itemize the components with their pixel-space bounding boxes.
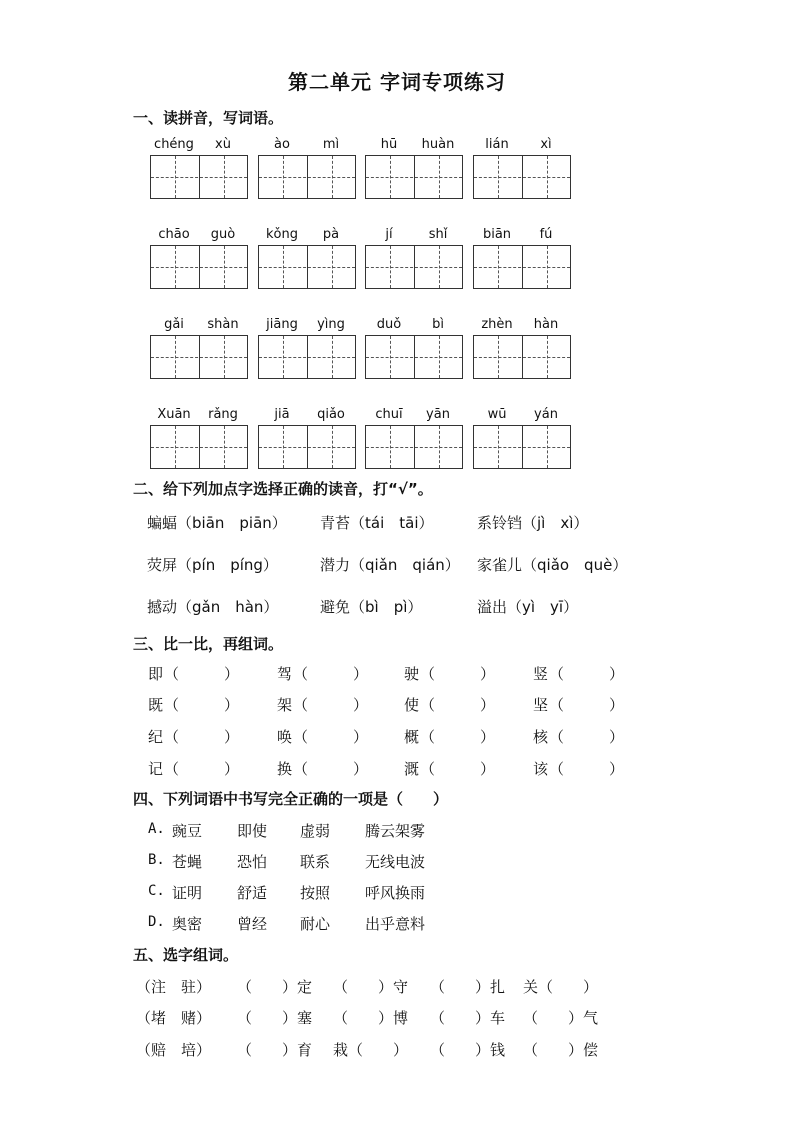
pinyin-label: xù xyxy=(215,137,231,152)
grid-line xyxy=(151,447,247,448)
pinyin-label: duǒ xyxy=(376,317,402,332)
compare-char: 坚 xyxy=(533,696,549,714)
answer-blank[interactable]: （ ） xyxy=(164,665,240,683)
grid-line xyxy=(498,426,499,468)
answer-blank[interactable]: （ ） xyxy=(164,696,240,714)
writing-box[interactable] xyxy=(365,425,463,469)
pronunciation-item[interactable]: 避免（bì pì） xyxy=(320,598,423,616)
grid-line xyxy=(547,426,548,468)
word-blank[interactable]: 关（ ） xyxy=(523,978,599,996)
option-word: 舒适 xyxy=(237,884,268,902)
grid-line xyxy=(332,156,333,198)
pronunciation-item[interactable]: 系铃铛（jì xì） xyxy=(477,514,589,532)
grid-line xyxy=(332,426,333,468)
word-blank[interactable]: （ ）育 xyxy=(237,1041,313,1059)
option-letter[interactable]: B. xyxy=(148,852,165,868)
grid-line xyxy=(151,177,247,178)
grid-line xyxy=(498,246,499,288)
option-letter[interactable]: A. xyxy=(148,821,165,837)
grid-line xyxy=(390,156,391,198)
pronunciation-item[interactable]: 荧屏（pín píng） xyxy=(147,556,278,574)
option-word: 曾经 xyxy=(237,915,268,933)
word-blank[interactable]: （ ）定 xyxy=(237,978,313,996)
answer-blank[interactable]: （ ） xyxy=(164,728,240,746)
pinyin-label: hàn xyxy=(533,317,559,332)
grid-line xyxy=(390,246,391,288)
pinyin-label: jí xyxy=(385,227,393,242)
answer-blank[interactable]: （ ） xyxy=(420,696,496,714)
option-word: 苍蝇 xyxy=(172,853,203,871)
compare-char: 纪 xyxy=(148,728,164,746)
pinyin-label: pà xyxy=(322,227,340,242)
compare-char: 竖 xyxy=(533,665,549,683)
grid-line xyxy=(439,156,440,198)
pinyin-label: shàn xyxy=(207,317,239,332)
grid-line xyxy=(224,156,225,198)
pinyin-label: rǎng xyxy=(208,407,238,422)
pinyin-label: bì xyxy=(432,317,444,332)
grid-line xyxy=(390,426,391,468)
grid-line xyxy=(366,267,462,268)
grid-line xyxy=(283,156,284,198)
answer-blank[interactable]: （ ） xyxy=(420,665,496,683)
option-letter[interactable]: C. xyxy=(148,883,165,899)
word-blank[interactable]: （ ）塞 xyxy=(237,1009,313,1027)
option-word: 奥密 xyxy=(172,915,203,933)
grid-line xyxy=(283,246,284,288)
grid-line xyxy=(283,336,284,378)
pinyin-label: qiǎo xyxy=(317,407,345,422)
option-word: 按照 xyxy=(300,884,331,902)
option-word: 豌豆 xyxy=(172,822,203,840)
pinyin-label: jiā xyxy=(274,407,290,422)
grid-line xyxy=(175,426,176,468)
pronunciation-item[interactable]: 溢出（yì yī） xyxy=(477,598,579,616)
pinyin-label: xì xyxy=(540,137,552,152)
pinyin-label: yān xyxy=(426,407,450,422)
section-4-heading: 四、下列词语中书写完全正确的一项是（ ） xyxy=(133,790,449,808)
grid-line xyxy=(366,177,462,178)
option-word: 腾云架雾 xyxy=(365,822,426,840)
grid-line xyxy=(439,246,440,288)
answer-blank[interactable]: （ ） xyxy=(549,728,625,746)
word-blank[interactable]: 栽（ ） xyxy=(333,1041,409,1059)
character-choices: （堵 赌） xyxy=(136,1009,212,1027)
pinyin-label: guò xyxy=(210,227,236,242)
word-blank[interactable]: （ ）扎 xyxy=(430,978,506,996)
writing-box[interactable] xyxy=(365,335,463,379)
pinyin-label: chuī xyxy=(375,407,403,422)
character-choices: （注 驻） xyxy=(136,978,212,996)
pronunciation-item[interactable]: 潜力（qiǎn qián） xyxy=(320,556,460,574)
compare-char: 既 xyxy=(148,696,164,714)
section-1-heading: 一、读拼音，写词语。 xyxy=(133,109,284,127)
grid-line xyxy=(224,246,225,288)
writing-box[interactable] xyxy=(473,155,571,199)
option-word: 耐心 xyxy=(300,915,331,933)
grid-line xyxy=(332,246,333,288)
pronunciation-item[interactable]: 撼动（gǎn hàn） xyxy=(147,598,279,616)
option-word: 即使 xyxy=(237,822,268,840)
grid-line xyxy=(474,177,570,178)
pinyin-label: shǐ xyxy=(428,227,448,242)
option-word: 无线电波 xyxy=(365,853,426,871)
compare-char: 架 xyxy=(277,696,293,714)
answer-blank[interactable]: （ ） xyxy=(420,728,496,746)
writing-box[interactable] xyxy=(150,335,248,379)
pinyin-label: zhèn xyxy=(481,317,513,332)
option-word: 证明 xyxy=(172,884,203,902)
word-blank[interactable]: （ ）守 xyxy=(333,978,409,996)
pinyin-label: gǎi xyxy=(164,317,184,332)
compare-char: 驾 xyxy=(277,665,293,683)
grid-line xyxy=(439,336,440,378)
pinyin-label: chéng xyxy=(154,137,194,152)
writing-box[interactable] xyxy=(258,425,356,469)
option-word: 虚弱 xyxy=(300,822,331,840)
grid-line xyxy=(259,447,355,448)
grid-line xyxy=(547,336,548,378)
option-letter[interactable]: D. xyxy=(148,914,165,930)
grid-line xyxy=(259,357,355,358)
page-title: 第二单元 字词专项练习 xyxy=(288,70,506,94)
compare-char: 驶 xyxy=(404,665,420,683)
grid-line xyxy=(175,336,176,378)
section-3-heading: 三、比一比，再组词。 xyxy=(133,635,284,653)
pronunciation-item[interactable]: 家雀儿（qiǎo què） xyxy=(477,556,628,574)
pinyin-label: Xuān xyxy=(157,407,191,422)
grid-line xyxy=(390,336,391,378)
option-word: 恐怕 xyxy=(237,853,268,871)
writing-box[interactable] xyxy=(258,245,356,289)
grid-line xyxy=(498,336,499,378)
pronunciation-item[interactable]: 青苔（tái tāi） xyxy=(320,514,434,532)
answer-blank[interactable]: （ ） xyxy=(549,696,625,714)
word-blank[interactable]: （ ）车 xyxy=(430,1009,506,1027)
section-5-heading: 五、选字组词。 xyxy=(133,946,239,964)
grid-line xyxy=(175,156,176,198)
answer-blank[interactable]: （ ） xyxy=(549,760,625,778)
answer-blank[interactable]: （ ） xyxy=(293,665,369,683)
grid-line xyxy=(474,267,570,268)
grid-line xyxy=(224,426,225,468)
answer-blank[interactable]: （ ） xyxy=(293,760,369,778)
grid-line xyxy=(439,426,440,468)
compare-char: 核 xyxy=(533,728,549,746)
grid-line xyxy=(259,177,355,178)
pinyin-label: chāo xyxy=(158,227,190,242)
section-2-heading: 二、给下列加点字选择正确的读音，打“√”。 xyxy=(133,480,433,498)
pinyin-label: wū xyxy=(487,407,507,422)
pronunciation-item[interactable]: 蝙蝠（biān piān） xyxy=(147,514,287,532)
pinyin-label: mì xyxy=(322,137,340,152)
writing-box[interactable] xyxy=(473,335,571,379)
pinyin-label: fú xyxy=(539,227,553,242)
grid-line xyxy=(151,267,247,268)
character-choices: （赔 培） xyxy=(136,1041,212,1059)
word-blank[interactable]: （ ）博 xyxy=(333,1009,409,1027)
pinyin-label: huàn xyxy=(421,137,455,152)
writing-box[interactable] xyxy=(150,245,248,289)
writing-box[interactable] xyxy=(258,335,356,379)
grid-line xyxy=(175,246,176,288)
word-blank[interactable]: （ ）气 xyxy=(523,1009,599,1027)
compare-char: 即 xyxy=(148,665,164,683)
writing-box[interactable] xyxy=(365,245,463,289)
compare-char: 概 xyxy=(404,728,420,746)
pinyin-label: hū xyxy=(380,137,398,152)
option-word: 呼风换雨 xyxy=(365,884,426,902)
grid-line xyxy=(474,357,570,358)
pinyin-label: kǒng xyxy=(266,227,298,242)
word-blank[interactable]: （ ）钱 xyxy=(430,1041,506,1059)
compare-char: 该 xyxy=(533,760,549,778)
writing-box[interactable] xyxy=(150,155,248,199)
pinyin-label: biān xyxy=(482,227,512,242)
grid-line xyxy=(224,336,225,378)
answer-blank[interactable]: （ ） xyxy=(164,760,240,778)
grid-line xyxy=(283,426,284,468)
writing-box[interactable] xyxy=(473,245,571,289)
pinyin-label: yán xyxy=(534,407,558,422)
grid-line xyxy=(151,357,247,358)
compare-char: 使 xyxy=(404,696,420,714)
grid-line xyxy=(474,447,570,448)
pinyin-label: jiāng xyxy=(266,317,298,332)
answer-blank[interactable]: （ ） xyxy=(293,728,369,746)
writing-box[interactable] xyxy=(473,425,571,469)
answer-blank[interactable]: （ ） xyxy=(293,696,369,714)
grid-line xyxy=(498,156,499,198)
grid-line xyxy=(366,447,462,448)
option-word: 出乎意料 xyxy=(365,915,426,933)
writing-box[interactable] xyxy=(365,155,463,199)
grid-line xyxy=(259,267,355,268)
pinyin-label: lián xyxy=(485,137,509,152)
option-word: 联系 xyxy=(300,853,331,871)
answer-blank[interactable]: （ ） xyxy=(549,665,625,683)
writing-box[interactable] xyxy=(258,155,356,199)
answer-blank[interactable]: （ ） xyxy=(420,760,496,778)
grid-line xyxy=(366,357,462,358)
compare-char: 溉 xyxy=(404,760,420,778)
grid-line xyxy=(547,156,548,198)
grid-line xyxy=(547,246,548,288)
compare-char: 换 xyxy=(277,760,293,778)
compare-char: 记 xyxy=(148,760,164,778)
grid-line xyxy=(332,336,333,378)
pinyin-label: yìng xyxy=(317,317,345,332)
pinyin-label: ào xyxy=(274,137,290,152)
word-blank[interactable]: （ ）偿 xyxy=(523,1041,599,1059)
writing-box[interactable] xyxy=(150,425,248,469)
compare-char: 唤 xyxy=(277,728,293,746)
